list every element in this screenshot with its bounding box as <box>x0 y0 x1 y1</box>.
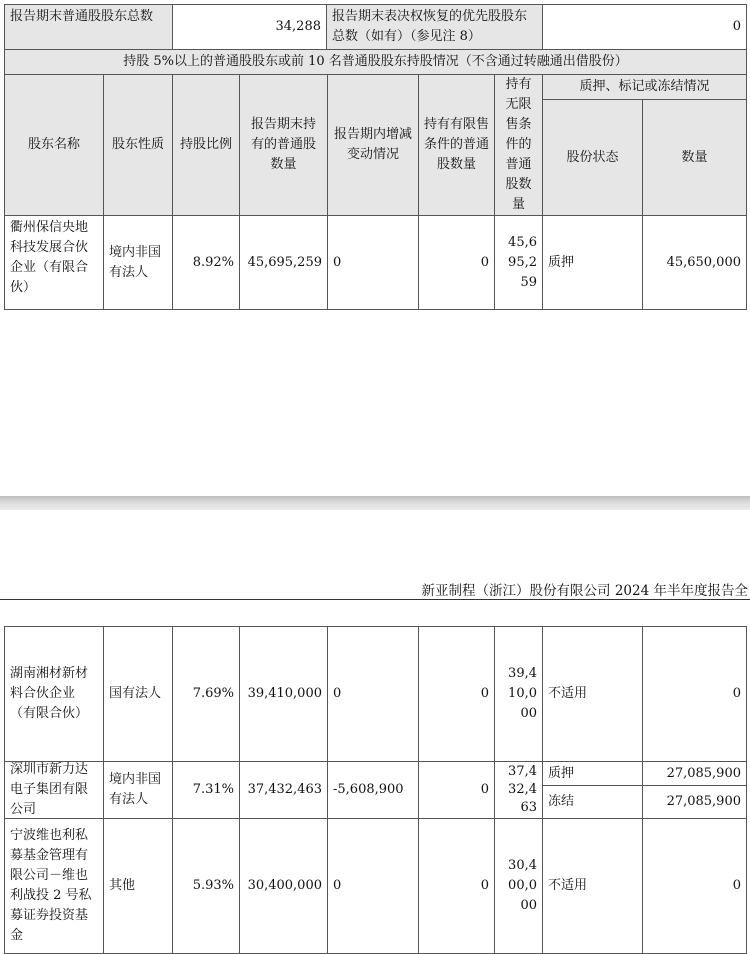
holder-shares-end: 39,410,000 <box>239 626 328 762</box>
pledge-status: 不适用 <box>542 818 643 954</box>
frozen-status: 冻结 <box>542 785 643 819</box>
preferred-holders-value: 0 <box>542 4 747 50</box>
frozen-quantity: 27,085,900 <box>642 785 747 819</box>
holder-ratio: 7.31% <box>172 761 240 819</box>
col-pledge-group-header: 质押、标记或冻结情况 <box>542 74 747 100</box>
holder-change: -5,608,900 <box>327 761 419 819</box>
holder-shares-end: 37,432,463 <box>239 761 328 819</box>
total-holders-label: 报告期末普通股股东总数 <box>4 4 173 50</box>
holder-unrestricted: 39,410,000 <box>494 626 543 762</box>
holder-nature: 境内非国有法人 <box>103 215 173 310</box>
holder-nature: 国有法人 <box>103 626 173 762</box>
pledge-status: 质押 <box>542 761 643 786</box>
col-restricted-header: 持有有限售条件的普通股数量 <box>418 74 495 216</box>
preferred-holders-label: 报告期末表决权恢复的优先股股东总数（如有）（参见注 8） <box>326 4 543 50</box>
col-quantity-header: 数量 <box>642 99 747 216</box>
holder-name: 深圳市新力达电子集团有限公司 <box>4 761 104 819</box>
col-unrestricted-header: 持有无限售条件的普通股数量 <box>494 74 543 216</box>
holder-name: 宁波维也利私募基金管理有限公司－维也利战投 2 号私募证券投资基金 <box>4 818 104 954</box>
holder-unrestricted: 30,400,000 <box>494 818 543 954</box>
page-header: 新亚制程（浙江）股份有限公司 2024 年半年度报告全 <box>421 583 748 599</box>
holder-change: 0 <box>327 626 419 762</box>
pledge-status: 质押 <box>542 215 643 310</box>
header-rule <box>0 599 750 600</box>
holder-unrestricted: 37,432,463 <box>494 761 543 819</box>
holder-shares-end: 45,695,259 <box>239 215 328 310</box>
holder-name: 湖南湘材新材料合伙企业（有限合伙） <box>4 626 104 762</box>
holder-name: 衢州保信央地科技发展合伙企业（有限合伙） <box>4 215 104 310</box>
holder-nature: 境内非国有法人 <box>103 761 173 819</box>
page-break <box>0 496 750 510</box>
pledge-status: 不适用 <box>542 626 643 762</box>
holder-ratio: 7.69% <box>172 626 240 762</box>
col-change-header: 报告期内增减变动情况 <box>327 74 419 216</box>
col-name-header: 股东名称 <box>4 74 104 216</box>
holder-restricted: 0 <box>418 818 495 954</box>
holder-unrestricted: 45,695,259 <box>494 215 543 310</box>
col-shares-end-header: 报告期末持有的普通股数量 <box>239 74 328 216</box>
holder-shares-end: 30,400,000 <box>239 818 328 954</box>
section-title: 持股 5%以上的普通股股东或前 10 名普通股股东持股情况（不含通过转融通出借股份） <box>4 49 747 75</box>
holder-ratio: 8.92% <box>172 215 240 310</box>
col-status-header: 股份状态 <box>542 99 643 216</box>
holder-nature: 其他 <box>103 818 173 954</box>
holder-change: 0 <box>327 818 419 954</box>
pledge-quantity: 0 <box>642 818 747 954</box>
holder-restricted: 0 <box>418 761 495 819</box>
total-holders-value: 34,288 <box>172 4 327 50</box>
col-nature-header: 股东性质 <box>103 74 173 216</box>
holder-ratio: 5.93% <box>172 818 240 954</box>
holder-restricted: 0 <box>418 215 495 310</box>
col-ratio-header: 持股比例 <box>172 74 240 216</box>
pledge-quantity: 0 <box>642 626 747 762</box>
holder-restricted: 0 <box>418 626 495 762</box>
pledge-quantity: 27,085,900 <box>642 761 747 786</box>
pledge-quantity: 45,650,000 <box>642 215 747 310</box>
holder-change: 0 <box>327 215 419 310</box>
